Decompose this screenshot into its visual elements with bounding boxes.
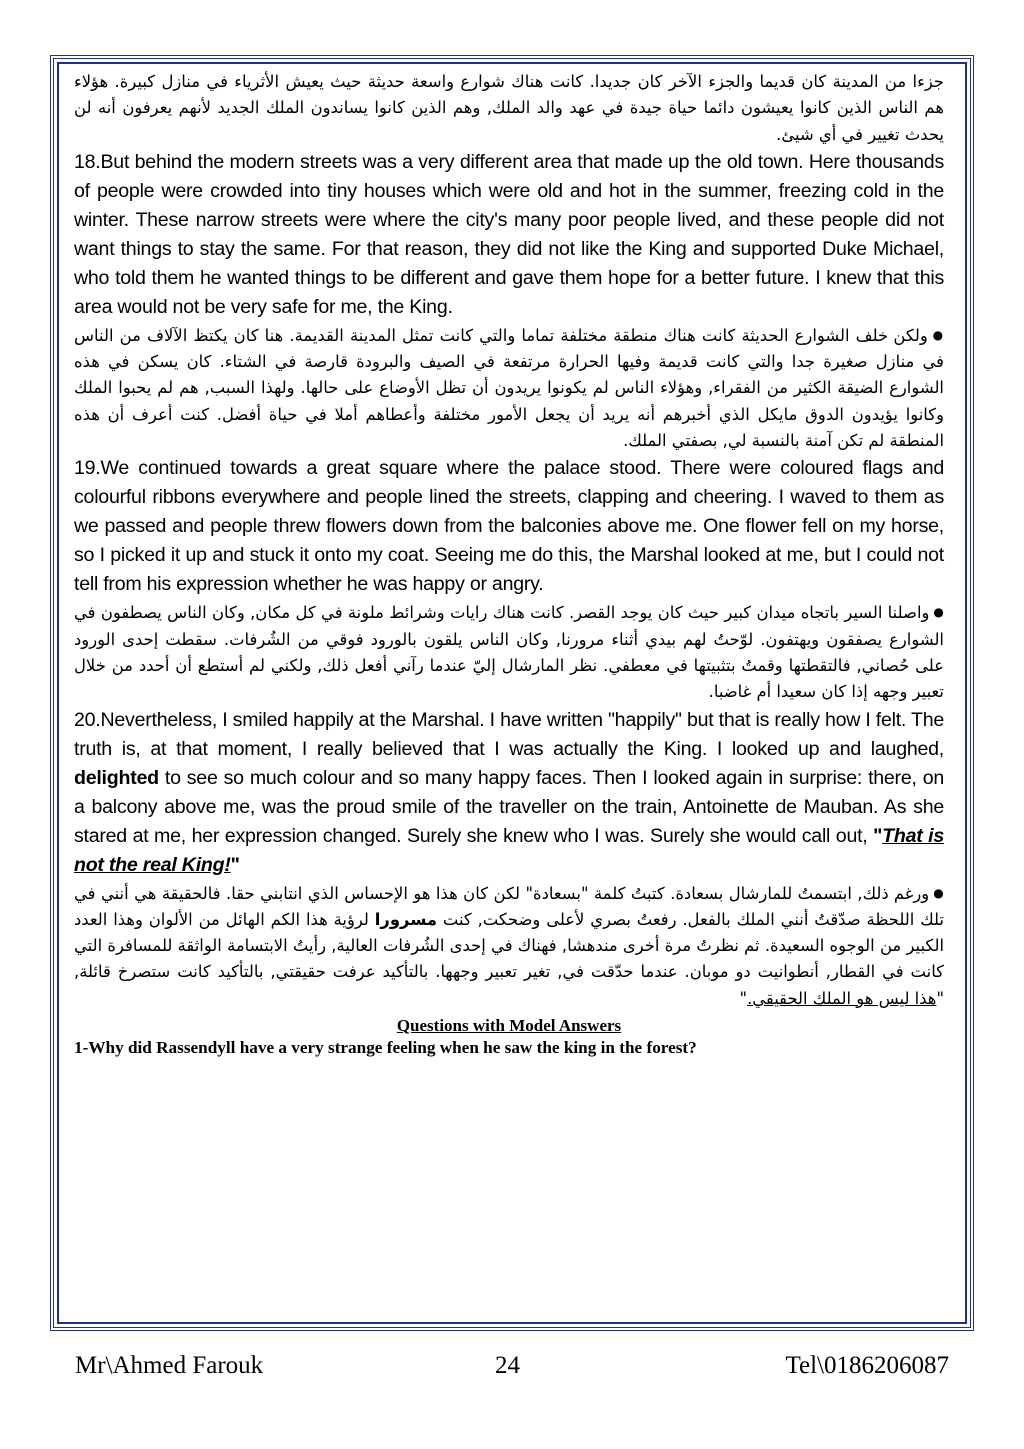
paragraph-18: 18.But behind the modern streets was a very different area that made up the old town. Here thousands of people were crowded into tiny houses which were old and hot in the summer, freezing cold in the winter. These narrow streets were where the city's many poor people lived, and these people did not want things to stay the same. For that reason, they did not like the King and supported Duke Michael, who told them he wanted things to be different and gave them hope for a better future. I knew that this area would not be very safe for me, the King.	[74, 150, 944, 318]
quote-open-mark: "	[873, 824, 883, 847]
arabic-bold-word: مسرورا	[374, 909, 438, 929]
question-1: 1-Why did Rassendyll have a very strange feeling when he saw the king in the forest?	[74, 1038, 697, 1058]
arabic-20-part-a: ورغم ذلك, ابتسمتُ للمارشال بسعادة. كتبتُ كلمة "بسعادة" لكن كان هذا هو الإحساس الذي انتابني حقا. فالحقيقة هي أنني في تلك اللحظة صدّقتُ أنني الملك بالفعل. رفعتُ بصري لأعلى وضحكت, كنت	[74, 883, 944, 929]
delighted-word: delighted	[74, 766, 159, 789]
page-footer	[75, 1352, 949, 1392]
quote-close-mark: "	[230, 853, 240, 876]
arabic-translation-18: ● ولكن خلف الشوارع الحديثة كانت هناك منطقة مختلفة تماما والتي كانت تمثل المدينة القديمة. هنا كان يكتظ الآلاف من الناس في منازل صغيرة جدا والتي كانت قديمة وفيها الحرارة مرتفعة في الصيف والبرودة قارصة في الشتاء. كان يسكن في هذه الشوارع الضيقة الكثير من الفقراء, وهؤلاء الناس لم يكونوا يريدون أن تظل الأوضاع على حالها. ولهذا السبب, هم لم يحبوا الملك وكانوا يؤيدون الدوق مايكل الذي أخبرهم أنه يريد أن يجعل الأمور مختلفة وأعطاهم أملا في حياة أفضل. كنت أعرف أن هذه المنطقة لم تكن آمنة بالنسبة لي, بصفتي الملك.	[74, 322, 944, 454]
emphasized-quote: That is not the real King!	[74, 824, 944, 876]
page-number: 24	[495, 1352, 520, 1379]
arabic-translation-20	[74, 880, 944, 1012]
arabic-20-part-b: لرؤية هذا الكم الهائل من الألوان وهذا العدد الكبير من الوجوه السعيدة. ثم نظرتُ مرة أخرى مندهشا, فهناك في إحدى الشُرفات العالية, رأيتُ الابتسامة الواثقة للمسافرة التي كانت في القطار, أنطوانيت دو موبان. عندما حدّقت في, تغير تعبير وجهها. بالتأكيد عرفت حقيقتي, بالتأكيد كانت ستصرخ قائلة, "	[74, 909, 944, 1008]
page-border	[50, 55, 974, 1331]
arabic-translation-19: ● واصلنا السير باتجاه ميدان كبير حيث كان يوجد القصر. كانت هناك رايات وشرائط ملونة في كل مكان, وكان الناس يصطفون في الشوارع يصفقون ويهتفون. لوّحتُ لهم بيدي أثناء مرورنا, وكان الناس يلقون بالورود فوقي من الشُرفات. سقطت إحدى الورود على حُصاني, فالتقطتها وقمتُ بتثبيتها في معطفي. نظر المارشال إليّ عندما رآني أفعل ذلك, ولكني لم أستطع أن أحدد من خلال تعبير وجهه إذا كان سعيدا أم غاضبا.	[74, 599, 944, 705]
paragraph-20-part-a: 20.Nevertheless, I smiled happily at the Marshal. I have written "happily" but that is really how I felt. The truth is, at that moment, I really believed that I was actually the King. I looked up and laughed,	[74, 708, 944, 760]
page-content	[74, 69, 944, 1058]
paragraph-20-part-b: to see so much colour and so many happy faces. Then I looked again in surprise: there, on a balcony above me, was the proud smile of the traveller on the train, Antoinette de Mauban. As she stared at me, her expression changed. Surely she knew who I was. Surely she would call out,	[74, 766, 944, 847]
questions-heading: Questions with Model Answers	[396, 1016, 622, 1036]
arabic-intro-paragraph: جزءا من المدينة كان قديما والجزء الآخر كان جديدا. كانت هناك شوارع واسعة حديثة حيث يعيش الأثرياء في منازل كبيرة. هؤلاء هم الناس الذين كانوا يعيشون دائما حياة جيدة في عهد والد الملك, وهم الذين كانوا يساندون الملك الجديد لأنهم يعرفون أنه لن يحدث تغيير في أي شيئ.	[74, 72, 944, 144]
paragraph-19: 19.We continued towards a great square where the palace stood. There were coloured flags and colourful ribbons everywhere and people lined the streets, clapping and cheering. I waved to them as we passed and people threw flowers down from the balconies above me. One flower fell on my horse, so I picked it up and stuck it onto my coat. Seeing me do this, the Marshal looked at me, but I could not tell from his expression whether he was happy or angry.	[74, 457, 944, 596]
arabic-underlined-quote: هذا ليس هو الملك الحقيقي.	[747, 988, 937, 1008]
arabic-20-end: "	[739, 988, 748, 1008]
footer-author: Mr\Ahmed Farouk	[75, 1352, 264, 1379]
paragraph-20	[74, 706, 944, 880]
footer-phone: Tel\0186206087	[785, 1352, 949, 1379]
